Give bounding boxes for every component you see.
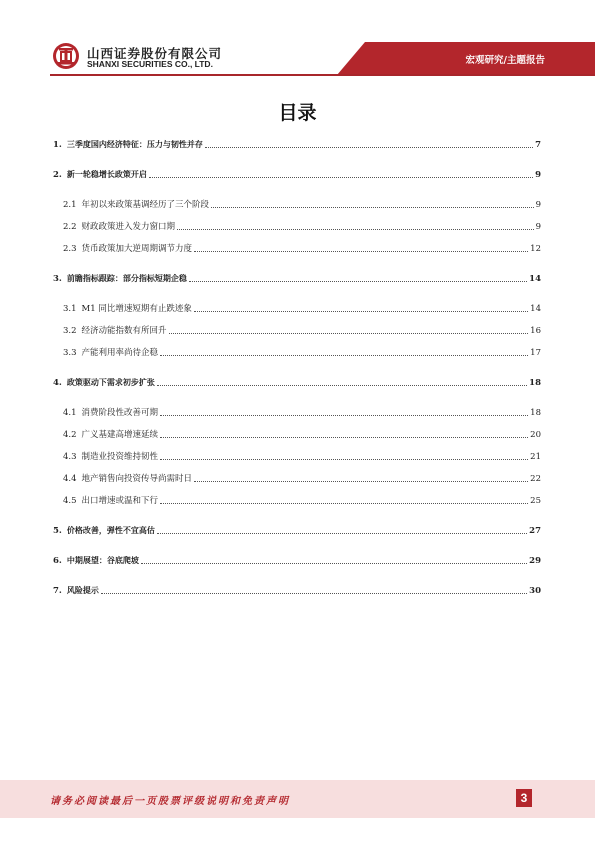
toc-leader-dots [160, 355, 528, 356]
toc-entry[interactable] [53, 553, 541, 567]
toc-leader-dots [189, 281, 527, 282]
toc-entry-page: 21 [530, 452, 541, 462]
toc-entry[interactable] [53, 167, 541, 181]
toc-entry-title: 消费阶段性改善可期 [81, 408, 159, 418]
toc-entry-title: 风险提示 [66, 586, 99, 595]
toc-entry-title: 货币政策加大逆周期调节力度 [81, 244, 193, 254]
toc-entry-number: 3.1 [63, 304, 77, 314]
toc-entry-number: 6. [53, 556, 62, 566]
toc-entry[interactable] [53, 583, 541, 597]
toc-leader-dots [194, 251, 528, 252]
toc-entry[interactable] [53, 271, 541, 285]
toc-entry-number: 3.2 [63, 326, 77, 336]
toc-leader-dots [177, 229, 534, 230]
toc-leader-dots [160, 503, 528, 504]
toc-entry-page: 9 [535, 222, 541, 232]
toc-entry-title: 广义基建高增速延续 [81, 430, 159, 440]
toc-entry-page: 18 [530, 408, 541, 418]
toc-leader-dots [141, 563, 527, 564]
toc-entry-title: 制造业投资维持韧性 [81, 452, 159, 462]
toc-entry-page: 12 [530, 244, 541, 254]
toc-entry-number: 4. [53, 378, 62, 388]
toc-entry[interactable] [53, 427, 541, 441]
toc-entry[interactable] [53, 493, 541, 507]
toc-entry-number: 4.5 [63, 496, 77, 506]
toc-leader-dots [205, 147, 533, 148]
toc-entry-title: 经济动能指数有所回升 [81, 326, 167, 336]
toc-entry[interactable] [53, 197, 541, 211]
toc-entry-title: 价格改善，弹性不宜高估 [66, 526, 155, 535]
toc-entry[interactable] [53, 219, 541, 233]
toc-entry-title: 前瞻指标跟踪：部分指标短期企稳 [66, 274, 187, 283]
brand-name-cn: 山西证券股份有限公司 [87, 46, 223, 61]
toc-leader-dots [194, 311, 528, 312]
toc-entry[interactable] [53, 241, 541, 255]
toc-leader-dots [160, 459, 528, 460]
toc-entry[interactable] [53, 523, 541, 537]
toc-entry[interactable] [53, 137, 541, 151]
report-type-label: 宏观研究/主题报告 [465, 55, 545, 66]
toc-entry-number: 2.3 [63, 244, 77, 254]
toc-entry-number: 2. [53, 170, 62, 180]
footer-disclaimer: 请务必阅读最后一页股票评级说明和免责声明 [50, 796, 290, 807]
toc-entry-page: 27 [529, 526, 541, 536]
toc-entry-page: 14 [530, 304, 541, 314]
toc-entry[interactable] [53, 449, 541, 463]
toc-entry-page: 18 [529, 378, 541, 388]
toc-entry-title: 新一轮稳增长政策开启 [66, 170, 147, 179]
toc-entry-title: 年初以来政策基调经历了三个阶段 [81, 200, 210, 210]
toc-leader-dots [169, 333, 529, 334]
toc-entry-page: 30 [529, 586, 541, 596]
toc-leader-dots [149, 177, 533, 178]
toc-entry-page: 9 [535, 170, 541, 180]
toc-entry-number: 2.2 [63, 222, 77, 232]
toc-entry[interactable] [53, 375, 541, 389]
toc-entry-page: 9 [535, 200, 541, 210]
toc-entry[interactable] [53, 323, 541, 337]
toc-entry-number: 7. [53, 586, 62, 596]
toc-entry-page: 22 [530, 474, 541, 484]
header-divider [50, 74, 595, 76]
toc-entry-title: 出口增速或温和下行 [81, 496, 159, 506]
toc-entry-number: 2.1 [63, 200, 77, 210]
toc-entry-number: 4.1 [63, 408, 77, 418]
toc-leader-dots [157, 533, 527, 534]
toc-entry[interactable] [53, 405, 541, 419]
toc-entry-page: 16 [530, 326, 541, 336]
toc-entry-number: 4.4 [63, 474, 77, 484]
page-number: 3 [516, 789, 532, 807]
toc-entry-title: 产能利用率尚待企稳 [81, 348, 159, 358]
toc-entry-title: 财政政策进入发力窗口期 [81, 222, 176, 232]
toc-leader-dots [194, 481, 528, 482]
toc-entry-page: 7 [535, 140, 541, 150]
toc-entry-number: 3.3 [63, 348, 77, 358]
toc-entry-page: 14 [529, 274, 541, 284]
toc-leader-dots [101, 593, 527, 594]
company-logo-icon [52, 42, 80, 70]
toc-leader-dots [160, 415, 528, 416]
toc-entry-page: 25 [530, 496, 541, 506]
toc-entry-page: 29 [529, 556, 541, 566]
toc-leader-dots [157, 385, 527, 386]
toc-entry[interactable] [53, 471, 541, 485]
toc-entry-title: M1 同比增速短期有止跌迹象 [81, 304, 192, 314]
toc-entry-title: 政策驱动下需求初步扩张 [66, 378, 155, 387]
toc-leader-dots [160, 437, 528, 438]
page-title: 目录 [278, 102, 317, 124]
toc-entry-title: 中期展望：谷底爬坡 [66, 556, 139, 565]
toc-entry-title: 地产销售向投资传导尚需时日 [81, 474, 193, 484]
toc-entry-number: 1. [53, 140, 62, 150]
toc-entry-number: 4.2 [63, 430, 77, 440]
toc-entry-page: 20 [530, 430, 541, 440]
toc-leader-dots [211, 207, 534, 208]
toc-entry-number: 3. [53, 274, 62, 284]
toc-entry-number: 4.3 [63, 452, 77, 462]
toc-entry-title: 三季度国内经济特征：压力与韧性并存 [66, 140, 203, 149]
toc-entry[interactable] [53, 301, 541, 315]
brand-name-en: SHANXI SECURITIES CO., LTD. [87, 59, 213, 69]
toc-entry[interactable] [53, 345, 541, 359]
toc-entry-page: 17 [530, 348, 541, 358]
page-header [0, 0, 595, 78]
toc-entry-number: 5. [53, 526, 62, 536]
